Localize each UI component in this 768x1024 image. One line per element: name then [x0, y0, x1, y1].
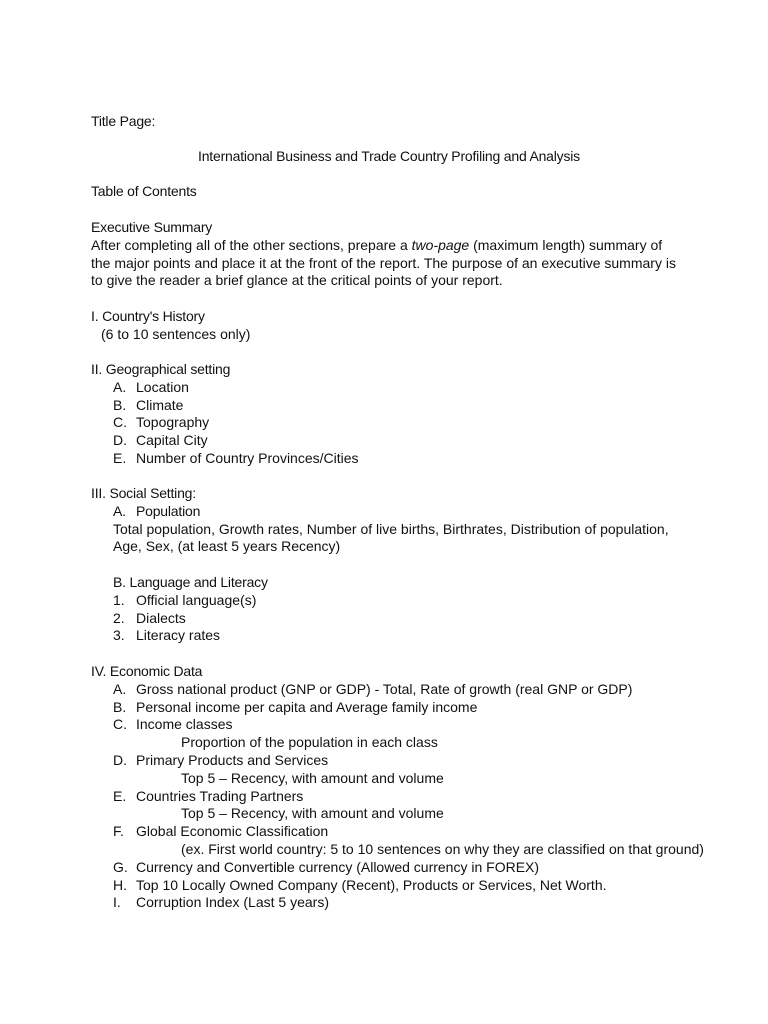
list-item-label: Currency and Convertible currency (Allowed currency in FOREX)	[136, 858, 540, 875]
population-text: Total population, Growth rates, Number of live births, Birthrates, Distribution of population, Age, Sex, (at least 5 years Recency)	[113, 520, 669, 555]
list-item-label: Top 10 Locally Owned Company (Recent), Products or Services, Net Worth.	[136, 876, 607, 893]
list-item-label: Corruption Index (Last 5 years)	[136, 894, 329, 911]
economic-item	[91, 894, 691, 912]
detail-text: Proportion of the population in each class	[181, 734, 438, 751]
economic-heading: IV. Economic Data	[91, 663, 203, 679]
list-item-label: Global Economic Classification	[136, 823, 329, 840]
list-marker: E.	[113, 787, 127, 804]
economic-item-detail	[91, 770, 691, 788]
list-item-label: Countries Trading Partners	[136, 787, 304, 804]
list-item-label: Location	[136, 378, 189, 395]
history-heading: I. Country's History	[91, 308, 205, 324]
list-marker: A.	[113, 502, 126, 519]
list-marker: D.	[113, 751, 127, 768]
list-item-label: Literacy rates	[136, 627, 221, 644]
population-heading: Population	[136, 502, 201, 519]
language-item	[91, 610, 681, 628]
list-marker: F.	[113, 823, 124, 840]
list-item-label: Official language(s)	[136, 591, 257, 608]
list-marker: 3.	[113, 627, 125, 644]
list-item-label: Gross national product (GNP or GDP) - Total, Rate of growth (real GNP or GDP)	[136, 680, 633, 697]
geography-section	[91, 361, 681, 468]
economic-section	[91, 663, 704, 912]
history-note: (6 to 10 sentences only)	[101, 325, 251, 342]
geography-item	[91, 432, 681, 450]
economic-item-detail	[91, 840, 704, 859]
summary-emphasis: two-page	[411, 236, 470, 253]
economic-item	[91, 823, 691, 841]
summary-text-part: After completing all of the other sections, prepare a	[91, 236, 412, 253]
executive-summary-text	[91, 237, 681, 290]
detail-text: (ex. First world country: 5 to 10 sentences on why they are classified on that ground)	[181, 840, 704, 857]
geography-item	[91, 450, 681, 468]
list-marker: E.	[113, 449, 127, 466]
list-marker: 2.	[113, 609, 125, 626]
list-item-label: Primary Products and Services	[136, 751, 329, 768]
economic-item	[91, 788, 691, 806]
language-item	[91, 592, 681, 610]
history-section	[91, 308, 681, 344]
geography-item	[91, 414, 681, 432]
geography-list	[91, 379, 681, 468]
list-marker: B.	[113, 698, 127, 715]
population-heading-row	[91, 503, 681, 521]
list-marker: 1.	[113, 591, 125, 608]
list-item-label: Capital City	[136, 432, 208, 449]
economic-item-detail	[91, 805, 691, 823]
list-marker: D.	[113, 432, 127, 449]
list-marker: C.	[113, 414, 127, 431]
detail-text: Top 5 – Recency, with amount and volume	[181, 805, 444, 822]
geography-item	[91, 397, 681, 415]
list-item-label: Income classes	[136, 716, 233, 733]
list-item-label: Number of Country Provinces/Cities	[136, 449, 359, 466]
list-item-label: Climate	[136, 396, 184, 413]
list-marker: G.	[113, 858, 128, 875]
social-heading: III. Social Setting:	[91, 485, 196, 501]
economic-list	[91, 680, 704, 912]
language-item	[91, 627, 681, 645]
list-item-label: Topography	[136, 414, 210, 431]
language-heading: B. Language and Literacy	[113, 573, 268, 590]
geography-item	[91, 379, 681, 397]
list-marker: B.	[113, 396, 127, 413]
report-title: International Business and Trade Country Profiling and Analysis	[198, 148, 580, 164]
detail-text: Top 5 – Recency, with amount and volume	[181, 769, 444, 786]
executive-summary-section	[91, 219, 681, 290]
economic-item	[91, 752, 691, 770]
language-list	[91, 592, 681, 645]
executive-summary-heading: Executive Summary	[91, 219, 213, 235]
list-marker: I.	[113, 894, 121, 911]
economic-item	[91, 859, 691, 877]
list-item-label: Personal income per capita and Average family income	[136, 698, 478, 715]
economic-item	[91, 681, 691, 699]
economic-item	[91, 716, 691, 734]
economic-item	[91, 877, 691, 895]
toc-label: Table of Contents	[91, 183, 197, 199]
social-section	[91, 485, 681, 645]
list-marker: A.	[113, 378, 127, 395]
economic-item-detail	[91, 734, 691, 752]
summary-text-part: (maximum length) summary of the major points and place it at the front of the report. The purpose of an executive summary is to give the reader a brief glance at the critical points of your report.	[91, 236, 676, 289]
list-marker: C.	[113, 716, 127, 733]
list-marker: A.	[113, 680, 127, 697]
list-item-label: Dialects	[136, 609, 186, 626]
economic-item	[91, 699, 691, 717]
list-marker: H.	[113, 876, 127, 893]
spacer	[91, 556, 681, 574]
geography-heading: II. Geographical setting	[91, 361, 231, 377]
title-page-label: Title Page:	[91, 113, 156, 129]
